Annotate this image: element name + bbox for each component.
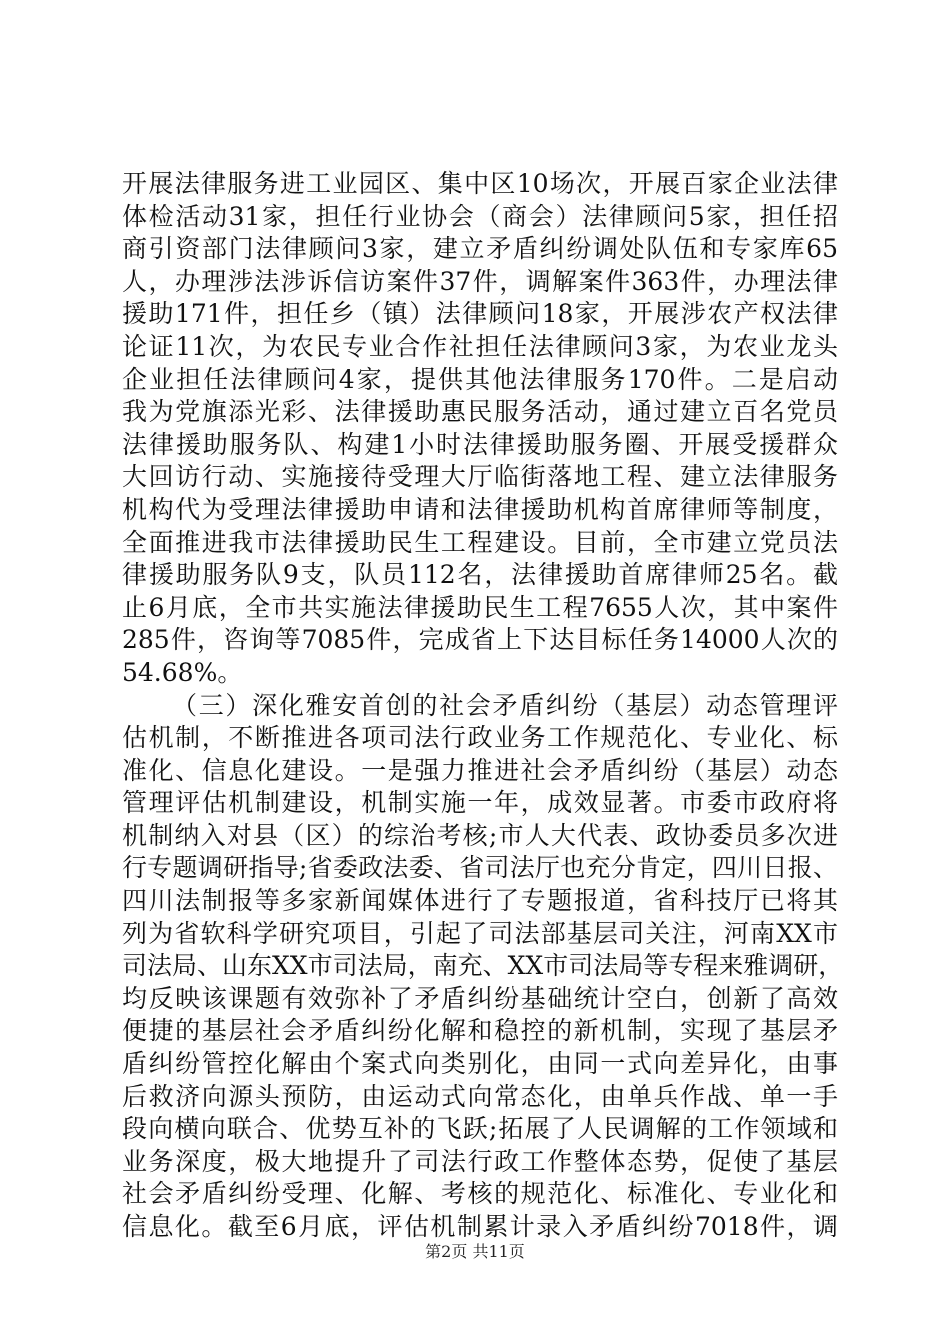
text-line: 准化、信息化建设。一是强力推进社会矛盾纠纷（基层）动态: [122, 755, 838, 785]
text-line: 全面推进我市法律援助民生工程建设。目前，全市建立党员法: [122, 527, 838, 557]
text-line: 54.68%。: [122, 657, 243, 687]
text-line: 企业担任法律顾问4家，提供其他法律服务170件。二是启动: [122, 364, 838, 394]
text-line: 商引资部门法律顾问3家，建立矛盾纠纷调处队伍和专家库65: [122, 234, 838, 264]
text-line: 列为省软科学研究项目，引起了司法部基层司关注，河南XX市: [122, 918, 838, 948]
body-text: [122, 168, 844, 1244]
text-line: 估机制，不断推进各项司法行政业务工作规范化、专业化、标: [122, 723, 838, 753]
page-footer: [0, 1242, 950, 1262]
text-line: 我为党旗添光彩、法律援助惠民服务活动，通过建立百名党员: [122, 397, 838, 427]
text-line: 援助171件，担任乡（镇）法律顾问18家，开展涉农产权法律: [122, 299, 838, 329]
text-line: 体检活动31家，担任行业协会（商会）法律顾问5家，担任招: [122, 201, 838, 231]
text-line: 机构代为受理法律援助申请和法律援助机构首席律师等制度，: [122, 494, 838, 524]
text-line: 开展法律服务进工业园区、集中区10场次，开展百家企业法律: [122, 169, 838, 198]
text-line: 业务深度，极大地提升了司法行政工作整体态势，促使了基层: [122, 1146, 838, 1176]
text-line: 机制纳入对县（区）的综治考核;市人大代表、政协委员多次进: [122, 820, 838, 850]
text-line: 便捷的基层社会矛盾纠纷化解和稳控的新机制，实现了基层矛: [122, 1016, 838, 1046]
text-line: 法律援助服务队、构建1小时法律援助服务圈、开展受援群众: [122, 429, 838, 459]
text-line: 盾纠纷管控化解由个案式向类别化，由同一式向差异化，由事: [122, 1049, 838, 1079]
page-number-label: 第2页 共11页: [425, 1242, 525, 1261]
text-line: 信息化。截至6月底，评估机制累计录入矛盾纠纷7018件，调: [122, 1212, 838, 1241]
section-heading-line: （三）深化雅安首创的社会矛盾纠纷（基层）动态管理评: [172, 690, 838, 720]
text-line: 四川法制报等多家新闻媒体进行了专题报道，省科技厅已将其: [122, 886, 838, 916]
text-line: 司法局、山东XX市司法局，南充、XX市司法局等专程来雅调研，: [122, 951, 844, 981]
text-line: 后救济向源头预防，由运动式向常态化，由单兵作战、单一手: [122, 1081, 838, 1111]
text-line: 285件，咨询等7085件，完成省上下达目标任务14000人次的: [122, 625, 838, 655]
text-line: 行专题调研指导;省委政法委、省司法厅也充分肯定，四川日报、: [122, 853, 838, 883]
text-line: 论证11次，为农民专业合作社担任法律顾问3家，为农业龙头: [122, 331, 838, 361]
text-line: 社会矛盾纠纷受理、化解、考核的规范化、标准化、专业化和: [122, 1179, 838, 1209]
text-line: 律援助服务队9支，队员112名，法律援助首席律师25名。截: [122, 560, 838, 590]
text-line: 均反映该课题有效弥补了矛盾纠纷基础统计空白，创新了高效: [122, 983, 838, 1013]
text-line: 人，办理涉法涉诉信访案件37件，调解案件363件，办理法律: [122, 266, 838, 296]
text-line: 管理评估机制建设，机制实施一年，成效显著。市委市政府将: [122, 788, 838, 818]
text-line: 止6月底，全市共实施法律援助民生工程7655人次，其中案件: [122, 592, 838, 622]
text-line: 段向横向联合、优势互补的飞跃;拓展了人民调解的工作领域和: [122, 1114, 838, 1144]
text-line: 大回访行动、实施接待受理大厅临街落地工程、建立法律服务: [122, 462, 838, 492]
